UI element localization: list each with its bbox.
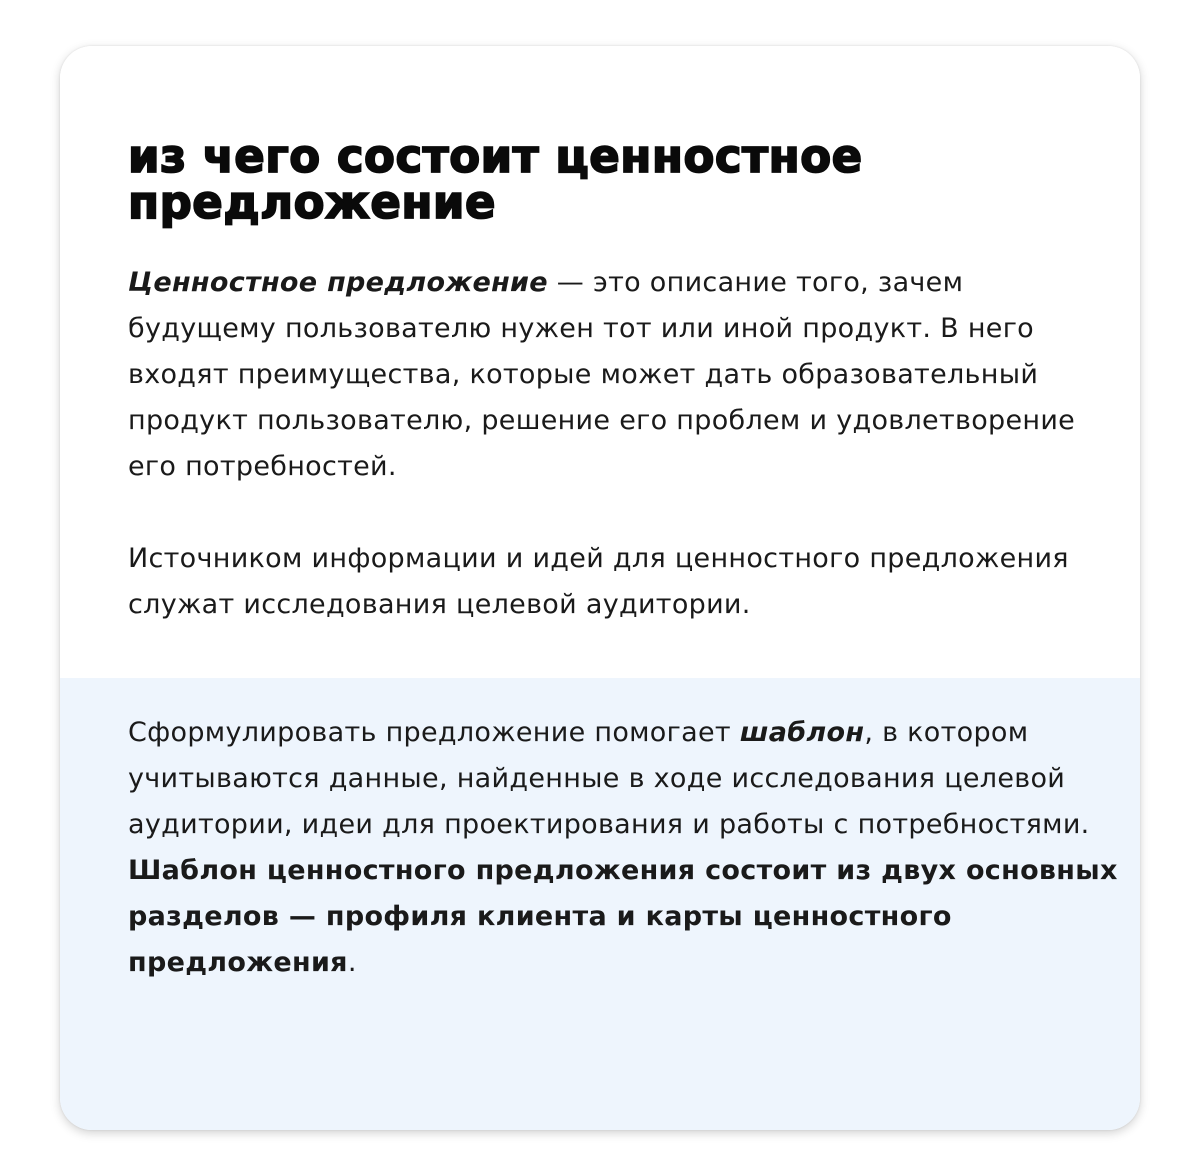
template-text-before: Сформулировать предложение помогает [128,717,740,748]
info-card [60,46,1140,1130]
definition-term: Ценностное предложение [128,267,548,298]
top-section [60,46,1140,678]
definition-paragraph [128,260,1088,490]
template-final-period: . [347,947,357,978]
definition-text: — это описание того, зачем будущему пользователю нужен тот или иной продукт. В него входят преимущества, которые может дать образовательный продукт пользователю, решение его проблем и удовлетворение его потребностей. [128,267,1076,482]
source-paragraph: Источником информации и идей для ценностного предложения служат исследования целевой аудитории. [128,543,1069,620]
template-keyword: шаблон [739,717,865,748]
template-bold-sentence: Шаблон ценностного предложения состоит из двух основных разделов — профиля клиента и карты ценностного предложения [128,855,1118,978]
card-title: из чего состоит ценностное предложение [128,130,863,229]
template-text-after: , в котором учитываются данные, найденные в ходе исследования целевой аудитории, идеи для проектирования и работы с потребностями. [128,717,1090,840]
template-paragraph [128,710,1128,986]
